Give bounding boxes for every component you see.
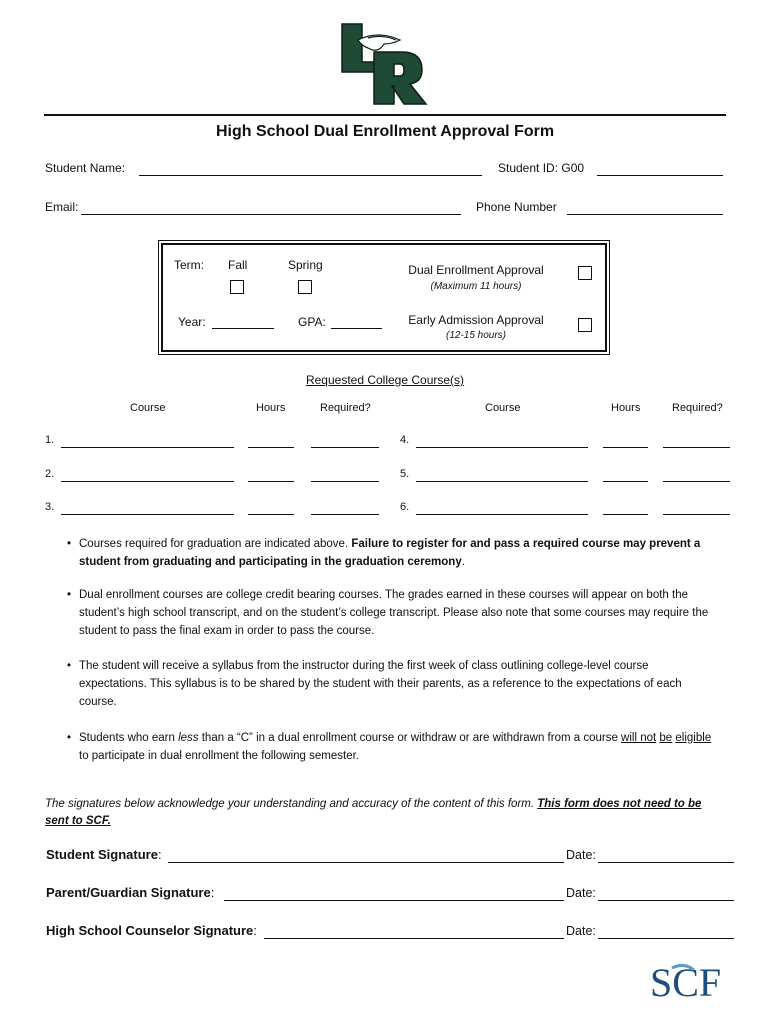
required-field[interactable] bbox=[311, 514, 379, 515]
dual-enrollment-label: Dual Enrollment Approval bbox=[408, 263, 544, 277]
student-signature-colon: : bbox=[157, 847, 162, 862]
bullet-syllabus bbox=[79, 657, 719, 711]
hours-field[interactable] bbox=[248, 447, 294, 448]
col-required-left: Required? bbox=[320, 402, 371, 414]
course-field[interactable] bbox=[416, 481, 588, 482]
counselor-date-field[interactable] bbox=[598, 938, 734, 939]
hours-field[interactable] bbox=[248, 514, 294, 515]
bullet-credit bbox=[79, 586, 719, 640]
parent-date-field[interactable] bbox=[598, 900, 734, 901]
fall-checkbox[interactable] bbox=[230, 280, 244, 294]
course-field[interactable] bbox=[416, 514, 588, 515]
student-signature-label bbox=[46, 847, 162, 862]
dual-enrollment-checkbox[interactable] bbox=[578, 266, 592, 280]
hours-field[interactable] bbox=[603, 447, 648, 448]
row-number: 6. bbox=[400, 501, 410, 513]
scf-logo bbox=[650, 958, 730, 1002]
form-title: High School Dual Enrollment Approval Form bbox=[215, 123, 555, 140]
required-field[interactable] bbox=[663, 514, 730, 515]
bullet-eligibility-willnot: will not bbox=[621, 732, 657, 744]
spring-checkbox[interactable] bbox=[298, 280, 312, 294]
row-number: 2. bbox=[45, 468, 55, 480]
bullet-eligibility-be: be bbox=[659, 732, 673, 744]
student-signature-field[interactable] bbox=[168, 862, 564, 863]
bullet-graduation bbox=[79, 535, 719, 571]
email-label: Email: bbox=[45, 200, 79, 214]
acknowledgement bbox=[45, 796, 725, 830]
bullet-graduation-end: . bbox=[461, 556, 465, 568]
col-course-left: Course bbox=[130, 402, 166, 414]
courses-heading: Requested College Course(s) bbox=[305, 373, 465, 387]
parent-date-label: Date: bbox=[566, 886, 596, 900]
hours-field[interactable] bbox=[603, 481, 648, 482]
row-number: 4. bbox=[400, 434, 410, 446]
bullet-eligibility-less: less bbox=[178, 732, 199, 744]
phone-field[interactable] bbox=[567, 214, 723, 215]
required-field[interactable] bbox=[311, 481, 379, 482]
row-number: 3. bbox=[45, 501, 55, 513]
row-number: 1. bbox=[45, 434, 55, 446]
header-rule bbox=[44, 114, 726, 116]
student-name-label: Student Name: bbox=[45, 161, 126, 175]
phone-label: Phone Number bbox=[476, 200, 557, 214]
student-name-field[interactable] bbox=[139, 175, 482, 176]
spring-label: Spring bbox=[288, 258, 323, 272]
course-field[interactable] bbox=[61, 447, 234, 448]
term-label: Term: bbox=[174, 258, 204, 272]
col-hours-right: Hours bbox=[611, 402, 641, 414]
early-admission-sub: (12-15 hours) bbox=[445, 330, 507, 341]
course-field[interactable] bbox=[61, 514, 234, 515]
student-date-field[interactable] bbox=[598, 862, 734, 863]
bullet-eligibility-eligible: eligible bbox=[675, 732, 712, 744]
year-field[interactable] bbox=[212, 328, 274, 329]
bullet-credit-text: Dual enrollment courses are college credit bearing courses. The grades earned in these courses will appear on both the student’s high school transcript, and on the student’s college transcript. Please also note that some courses may require the student to pass the final exam in order to pass the course. bbox=[79, 589, 709, 637]
counselor-signature-field[interactable] bbox=[264, 938, 564, 939]
acknowledgement-text: The signatures below acknowledge your understanding and accuracy of the content of this form. bbox=[45, 798, 538, 810]
lr-logo bbox=[338, 22, 430, 106]
fall-label: Fall bbox=[228, 258, 248, 272]
required-field[interactable] bbox=[663, 447, 730, 448]
year-label: Year: bbox=[178, 315, 206, 329]
course-field[interactable] bbox=[61, 481, 234, 482]
parent-signature-label bbox=[46, 885, 214, 900]
counselor-date-label: Date: bbox=[566, 924, 596, 938]
required-field[interactable] bbox=[311, 447, 379, 448]
bullet-eligibility-a: Students who earn bbox=[79, 732, 179, 744]
student-date-label: Date: bbox=[566, 848, 596, 862]
col-required-right: Required? bbox=[672, 402, 723, 414]
hours-field[interactable] bbox=[248, 481, 294, 482]
early-admission-label: Early Admission Approval bbox=[408, 313, 544, 327]
bullet-graduation-text: Courses required for graduation are indicated above. bbox=[79, 538, 352, 550]
gpa-field[interactable] bbox=[331, 328, 382, 329]
col-course-right: Course bbox=[485, 402, 521, 414]
course-field[interactable] bbox=[416, 447, 588, 448]
hours-field[interactable] bbox=[603, 514, 648, 515]
student-id-field[interactable] bbox=[597, 175, 723, 176]
email-field[interactable] bbox=[81, 214, 461, 215]
parent-signature-label-text: Parent/Guardian Signature bbox=[46, 885, 211, 900]
col-hours-left: Hours bbox=[256, 402, 286, 414]
parent-signature-colon: : bbox=[210, 885, 215, 900]
bullet-eligibility bbox=[79, 729, 719, 765]
counselor-signature-colon: : bbox=[253, 923, 257, 938]
required-field[interactable] bbox=[663, 481, 730, 482]
scf-logo-text: SCF bbox=[650, 960, 722, 1002]
lr-logo-graphic bbox=[338, 22, 430, 106]
early-admission-checkbox[interactable] bbox=[578, 318, 592, 332]
counselor-signature-label bbox=[46, 923, 257, 938]
dual-enrollment-sub: (Maximum 11 hours) bbox=[430, 281, 522, 292]
acknowledgement-note: This form does not need to be sent to SCF. bbox=[45, 798, 702, 827]
student-id-label: Student ID: G00 bbox=[498, 161, 585, 175]
counselor-signature-label-text: High School Counselor Signature bbox=[46, 923, 254, 938]
bullet-syllabus-text: The student will receive a syllabus from the instructor during the first week of class outlining college-level course expectations. This syllabus is to be shared by the student with their parents, as a reference to the expectations of each course. bbox=[79, 660, 682, 708]
scf-logo-graphic bbox=[650, 958, 730, 1002]
bullet-eligibility-c: to participate in dual enrollment the following semester. bbox=[79, 750, 359, 762]
parent-signature-field[interactable] bbox=[224, 900, 564, 901]
bullet-graduation-warning: Failure to register for and pass a required course may prevent a student from graduating and participating in the graduation ceremony bbox=[79, 538, 701, 568]
student-signature-label-text: Student Signature bbox=[46, 847, 158, 862]
bullet-eligibility-b: than a “C” in a dual enrollment course or withdraw or are withdrawn from a course bbox=[198, 732, 622, 744]
row-number: 5. bbox=[400, 468, 410, 480]
gpa-label: GPA: bbox=[298, 315, 326, 329]
